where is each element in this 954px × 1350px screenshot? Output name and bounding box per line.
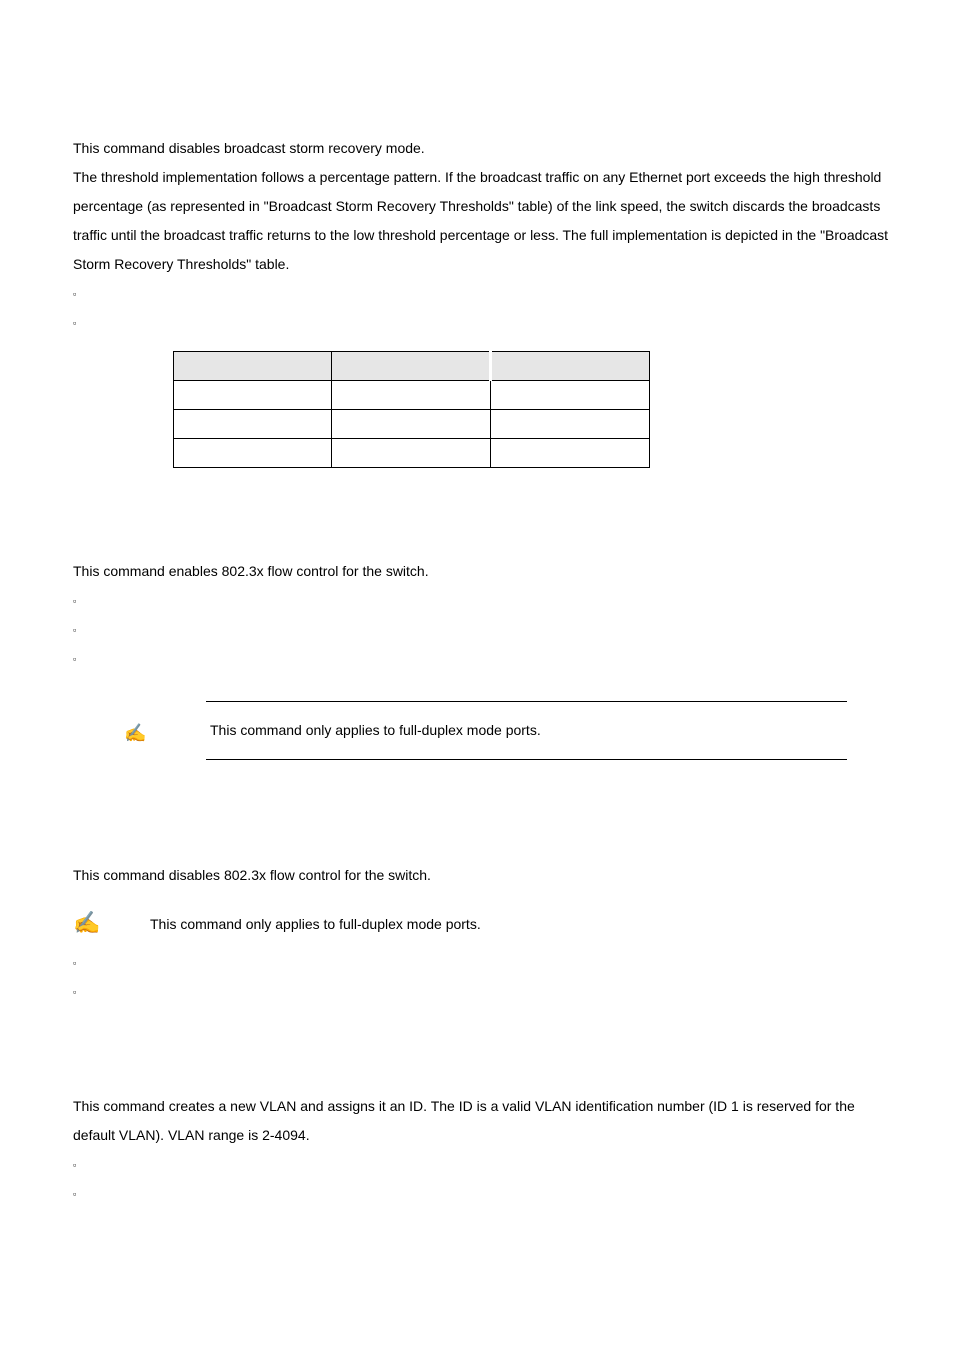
table-cell [491, 381, 650, 410]
bullet-marker: ▫ [73, 654, 77, 664]
bullet-marker: ▫ [73, 1189, 77, 1199]
table-header-cell [491, 352, 650, 381]
section2-note: This command only applies to full-duplex mode ports. [210, 722, 541, 738]
section3-description: This command disables 802.3x flow control for the switch. [73, 867, 431, 883]
table-header-cell [174, 352, 332, 381]
table-header-cell [332, 352, 491, 381]
table-cell [491, 410, 650, 439]
bullet-marker: ▫ [73, 987, 77, 997]
bullet-marker: ▫ [73, 318, 77, 328]
table-row [174, 410, 650, 439]
table-cell [332, 381, 491, 410]
section1-description: This command disables broadcast storm recovery mode. [73, 140, 425, 156]
bullet-marker: ▫ [73, 625, 77, 635]
table-header-row [174, 352, 650, 381]
bullet-marker: ▫ [73, 596, 77, 606]
bullet-marker: ▫ [73, 958, 77, 968]
table-cell [174, 381, 332, 410]
section4-paragraph: This command creates a new VLAN and assigns it an ID. The ID is a valid VLAN identification number (ID 1 is reserved for the default VLAN). VLAN range is 2-4094. [73, 1098, 855, 1143]
note-bottom-rule [206, 759, 847, 760]
bullet-marker: ▫ [73, 289, 77, 299]
bullet-marker: ▫ [73, 1160, 77, 1170]
table-cell [332, 410, 491, 439]
pencil-note-icon: ✍ [73, 910, 101, 935]
table-cell [332, 439, 491, 468]
table-cell [174, 410, 332, 439]
note-top-rule [206, 701, 847, 702]
pencil-note-icon: ✍ [124, 723, 147, 743]
table-row [174, 439, 650, 468]
table-cell [491, 439, 650, 468]
section2-description: This command enables 802.3x flow control for the switch. [73, 563, 429, 579]
table-cell [174, 439, 332, 468]
section3-note: This command only applies to full-duplex mode ports. [150, 916, 481, 932]
broadcast-storm-thresholds-table [173, 351, 650, 468]
section1-paragraph: The threshold implementation follows a percentage pattern. If the broadcast traffic on any Ethernet port exceeds the high threshold percentage (as represented in "Broadcast Storm Recovery Thresholds" table) of the link speed, the switch discards the broadcasts traffic until the broadcast traffic returns to the low threshold percentage or less. The full implementation is depicted in the "Broadcast Storm Recovery Thresholds" table. [73, 169, 889, 272]
table-row [174, 381, 650, 410]
